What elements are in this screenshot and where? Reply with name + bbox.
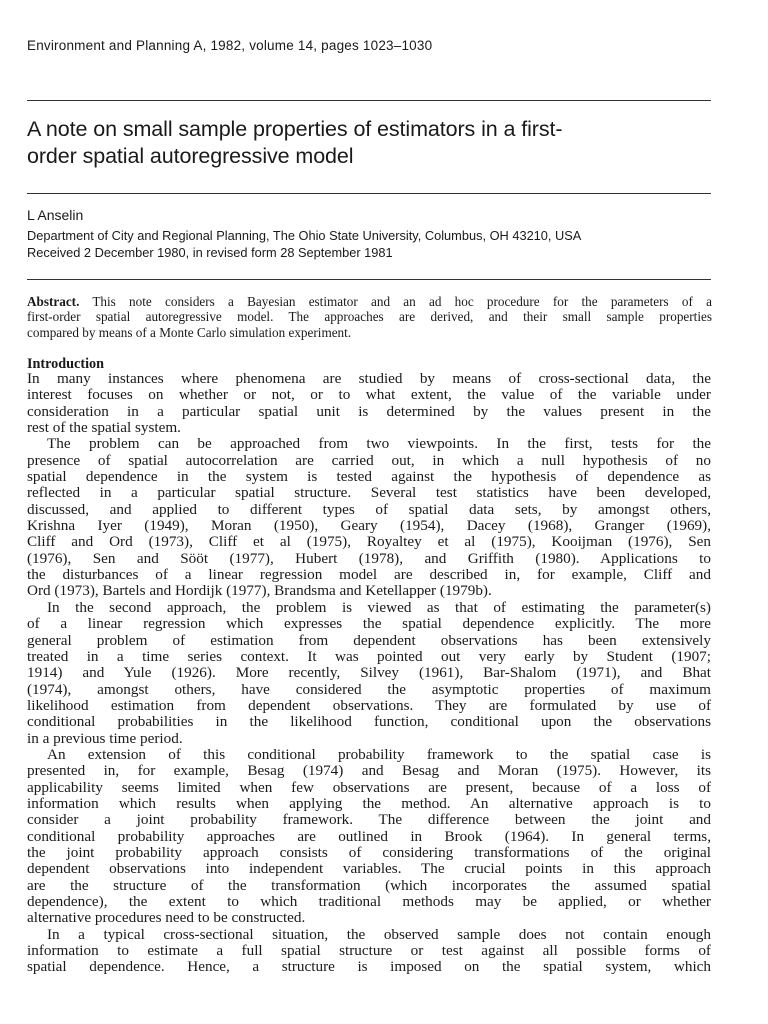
abstract-line: This note considers a Bayesian estimator and an ad hoc procedure for the parameters of a [79, 294, 712, 309]
abstract-label: Abstract. [27, 294, 80, 309]
body-line: conditional probability approaches are outlined in Brook (1964). In general terms, [27, 827, 711, 845]
body-line: information to estimate a full spatial structure or test against all possible forms of [27, 942, 711, 960]
affiliation-line: Department of City and Regional Planning, The Ohio State University, Columbus, OH 43210, USA [27, 228, 582, 243]
journal-citation: Environment and Planning A, 1982, volume 14, pages 1023–1030 [27, 38, 433, 53]
body-line: discussed, and applied to different types of spatial data sets, by amongst others, [27, 500, 711, 518]
author-name: L Anselin [27, 207, 84, 223]
introduction-body [27, 371, 711, 976]
body-line: 1914) and Yule (1926). More recently, Silvey (1961), Bar-Shalom (1971), and Bhat [27, 664, 711, 682]
body-line: presence of spatial autocorrelation are carried out, in which a null hypothesis of no [27, 451, 711, 469]
header-rule [27, 100, 711, 101]
title-rule [27, 193, 711, 194]
affiliation-rule [27, 279, 711, 280]
body-line: rest of the spatial system. [27, 419, 181, 437]
body-line: general problem of estimation from dependent observations has been extensively [27, 631, 711, 649]
body-line: In many instances where phenomena are studied by means of cross-sectional data, the [27, 370, 711, 387]
body-line: likelihood estimation from dependent observations. They are formulated by use of [27, 696, 711, 714]
body-line: interest focuses on whether or not, or to what extent, the value of the variable under [27, 386, 711, 404]
body-line: spatial dependence. Hence, a structure is imposed on the spatial system, which [27, 958, 711, 976]
body-line: In the second approach, the problem is viewed as that of estimating the parameter(s) [47, 598, 711, 616]
title-line: A note on small sample properties of estimators in a first- [27, 117, 563, 141]
author-affiliation [27, 228, 712, 261]
title-line: order spatial autoregressive model [27, 144, 354, 168]
body-line: in a previous time period. [27, 729, 183, 747]
body-line: applicability seems limited when few observations are present, because of a loss of [27, 778, 711, 796]
body-line: dependent observations into independent variables. The crucial points in this approach [27, 860, 711, 878]
body-line: the joint probability approach consists of considering transformations of the original [27, 843, 711, 861]
body-line: The problem can be approached from two viewpoints. In the first, tests for the [47, 435, 711, 453]
body-line: In a typical cross-sectional situation, the observed sample does not contain enough [47, 925, 711, 943]
body-line: (1974), amongst others, have considered the asymptotic properties of maximum [27, 680, 711, 698]
abstract [27, 294, 712, 340]
body-line: Ord (1973), Bartels and Hordijk (1977), Brandsma and Ketellapper (1979b). [27, 582, 492, 600]
received-dates: Received 2 December 1980, in revised form 28 September 1981 [27, 244, 393, 260]
abstract-line: compared by means of a Monte Carlo simulation experiment. [27, 324, 352, 340]
body-line: Krishna Iyer (1949), Moran (1950), Geary (1954), Dacey (1968), Granger (1969), [27, 517, 711, 535]
abstract-line: first-order spatial autoregressive model. The approaches are derived, and their small sample properties [27, 309, 712, 325]
body-line: consider a joint probability framework. The difference between the joint and [27, 811, 711, 829]
body-line: conditional probabilities in the likelihood function, conditional upon the observations [27, 713, 711, 731]
body-line: alternative procedures need to be constructed. [27, 909, 306, 927]
body-line: of a linear regression which expresses the spatial dependence explicitly. The more [27, 615, 711, 633]
body-line: spatial dependence in the system is tested against the hypothesis of dependence as [27, 468, 711, 486]
body-line: reflected in a particular spatial structure. Several test statistics have been developed, [27, 484, 711, 502]
body-line: information which results when applying the method. An alternative approach is to [27, 794, 711, 812]
body-line: dependence), the extent to which traditional methods may be applied, or whether [27, 893, 711, 910]
body-line: consideration in a particular spatial unit is determined by the values present in the [27, 402, 711, 420]
article-title [27, 116, 712, 170]
body-line: are the structure of the transformation (which incorporates the assumed spatial [27, 876, 711, 894]
body-line: Cliff and Ord (1973), Cliff et al (1975), Royaltey et al (1975), Kooijman (1976), Sen [27, 533, 711, 551]
body-line: treated in a time series context. It was pointed out very early by Student (1907; [27, 647, 711, 665]
body-line: (1976), Sen and Sööt (1977), Hubert (1978), and Griffith (1980). Applications to [27, 549, 711, 567]
body-line: An extension of this conditional probability framework to the spatial case is [47, 745, 711, 763]
section-heading-introduction: Introduction [27, 356, 104, 372]
body-line: presented in, for example, Besag (1974) and Besag and Moran (1975). However, its [27, 762, 711, 780]
body-line: the disturbances of a linear regression model are described in, for example, Cliff and [27, 566, 711, 584]
